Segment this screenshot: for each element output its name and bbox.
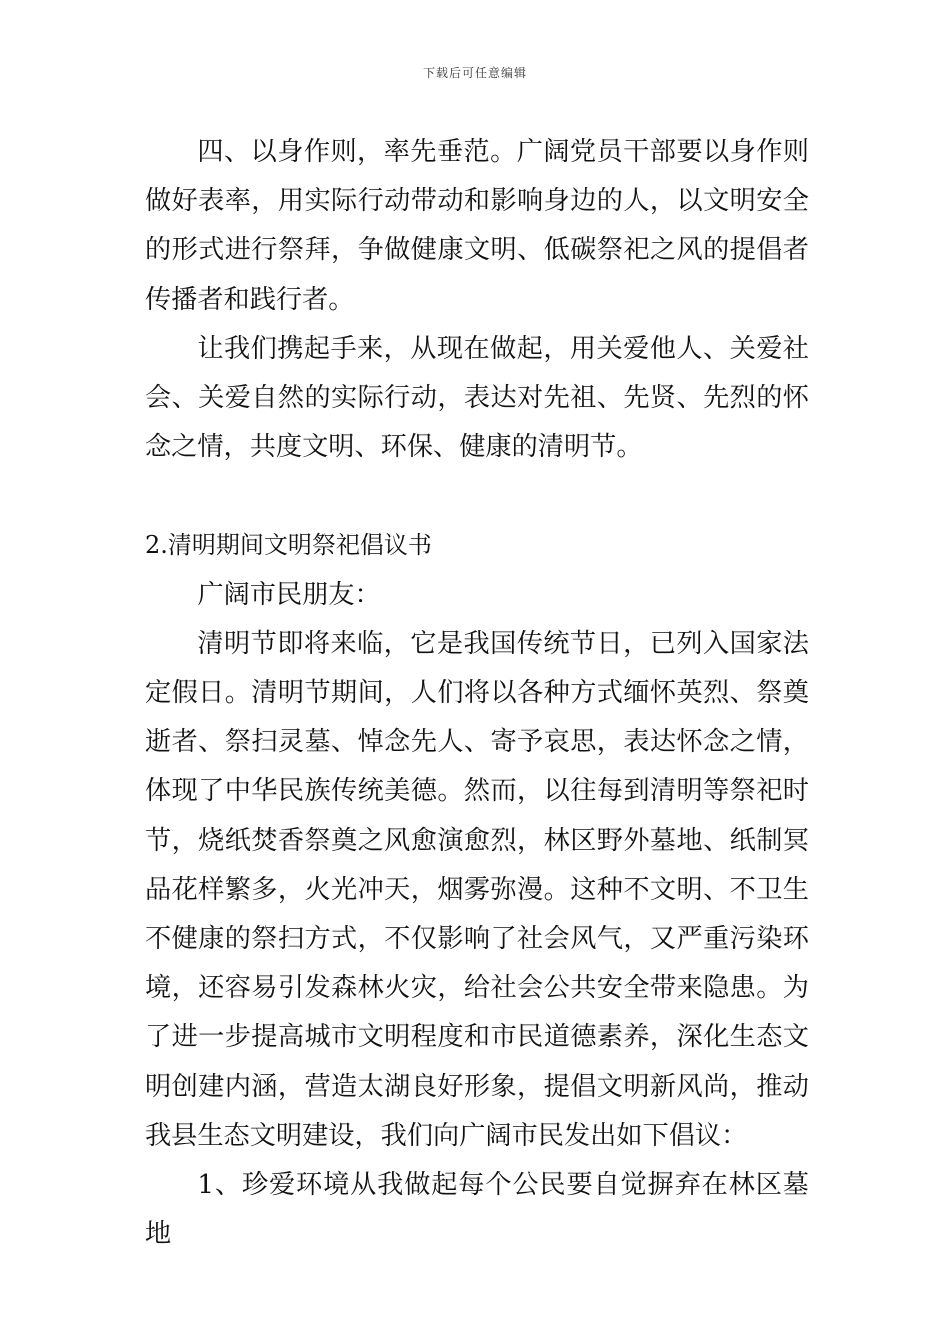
greeting-line: 广阔市民朋友： (197, 579, 381, 610)
paragraph-introduction: 清明节即将来临，它是我国传统节日，已列入国家法定假日。清明节期间，人们将以各种方式缅怀英烈、祭奠逝者、祭扫灵墓、悼念先人、寄予哀思，表达怀念之情，体现了中华民族传统美德。然而，以往每到清明等祭祀时节，烧纸焚香祭奠之风愈演愈烈，林区野外墓地、纸制冥品花样繁多，火光冲天，烟雾弥漫。这种不文明、不卫生不健康的祭扫方式，不仅影响了社会风气，又严重污染环境，还容易引发森林火灾，给社会公共安全带来隐患。为了进一步提高城市文明程度和市民道德素养，深化生态文明创建内涵，营造太湖良好形象，提倡文明新风尚，推动我县生态文明建设，我们向广阔市民发出如下倡议： (145, 628, 809, 1151)
document-body (145, 128, 809, 1259)
section-title: 2.清明期间文明祭祀倡议书 (145, 531, 432, 560)
page-header: 下载后可任意编辑 (422, 66, 527, 80)
paragraph-call-to-action: 让我们携起手来，从现在做起，用关爱他人、关爱社会、关爱自然的实际行动，表达对先祖、先贤、先烈的怀念之情，共度文明、环保、健康的清明节。 (145, 333, 809, 463)
section-spacer (145, 472, 809, 521)
paragraph-item-1: 1、珍爱环境从我做起每个公民要自觉摒弃在林区墓地 (145, 1170, 809, 1250)
paragraph-lead-by-example: 四、以身作则，率先垂范。广阔党员干部要以身作则做好表率，用实际行动带动和影响身边的人，以文明安全的形式进行祭拜，争做健康文明、低碳祭祀之风的提倡者传播者和践行者。 (145, 137, 809, 315)
